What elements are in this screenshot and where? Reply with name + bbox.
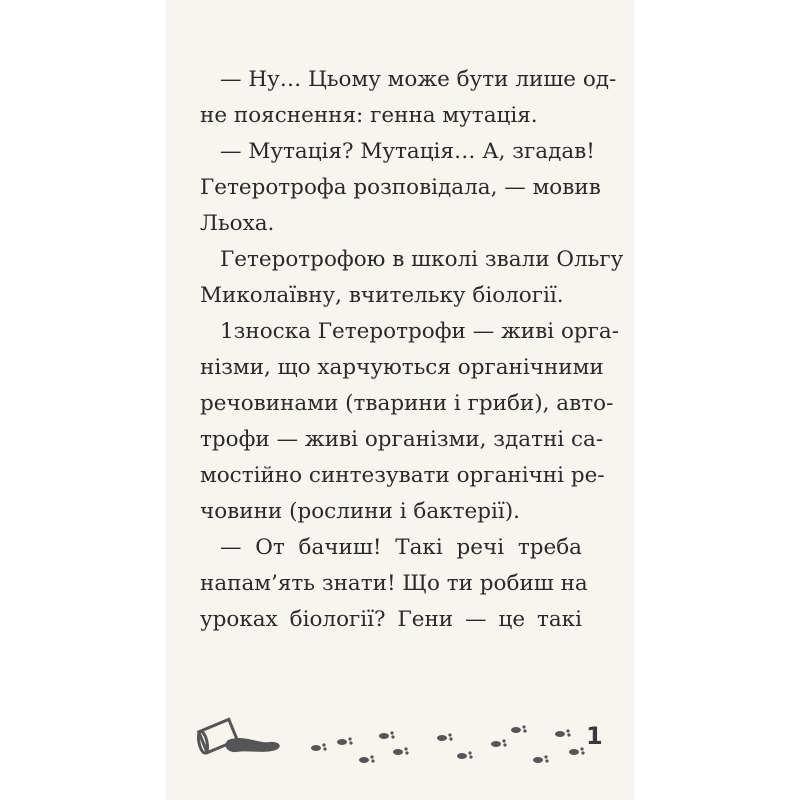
text-line: напам’ять знати! Що ти робиш на [200,571,588,596]
footnote-line: речовинами (тварини і гриби), авто- [200,391,614,416]
footnote-line: нізми, що харчуються органічними [200,355,604,380]
footnote-line: човини (рослини і бактерії). [200,499,520,524]
text-line: Льоха. [200,211,275,236]
text-line: уроках біології? Гени — це такі [200,607,582,632]
page-number: 1 [586,722,603,750]
footnote-line: мостійно синтезувати органічні ре- [200,463,605,488]
spilled-bucket-footprints-icon [166,700,634,800]
text-line: — Мутація? Мутація… А, згадав! [220,139,595,164]
text-line: — Ну… Цьому може бути лише од- [220,67,617,92]
text-line: — От бачиш! Такі речі треба [220,535,582,560]
footnote-line: 1зноска Гетеротрофи — живі орга- [220,319,619,344]
text-line: не пояснення: генна мутація. [200,103,538,128]
footnote-line: трофи — живі організми, здатні са- [200,427,604,452]
book-page [166,0,634,800]
text-line: Миколаївну, вчительку біології. [200,283,564,308]
text-line: Гетеротрофа розповідала, — мовив [200,175,601,200]
text-line: Гетеротрофою в школі звали Ольгу [220,247,624,272]
page-text [200,62,624,638]
